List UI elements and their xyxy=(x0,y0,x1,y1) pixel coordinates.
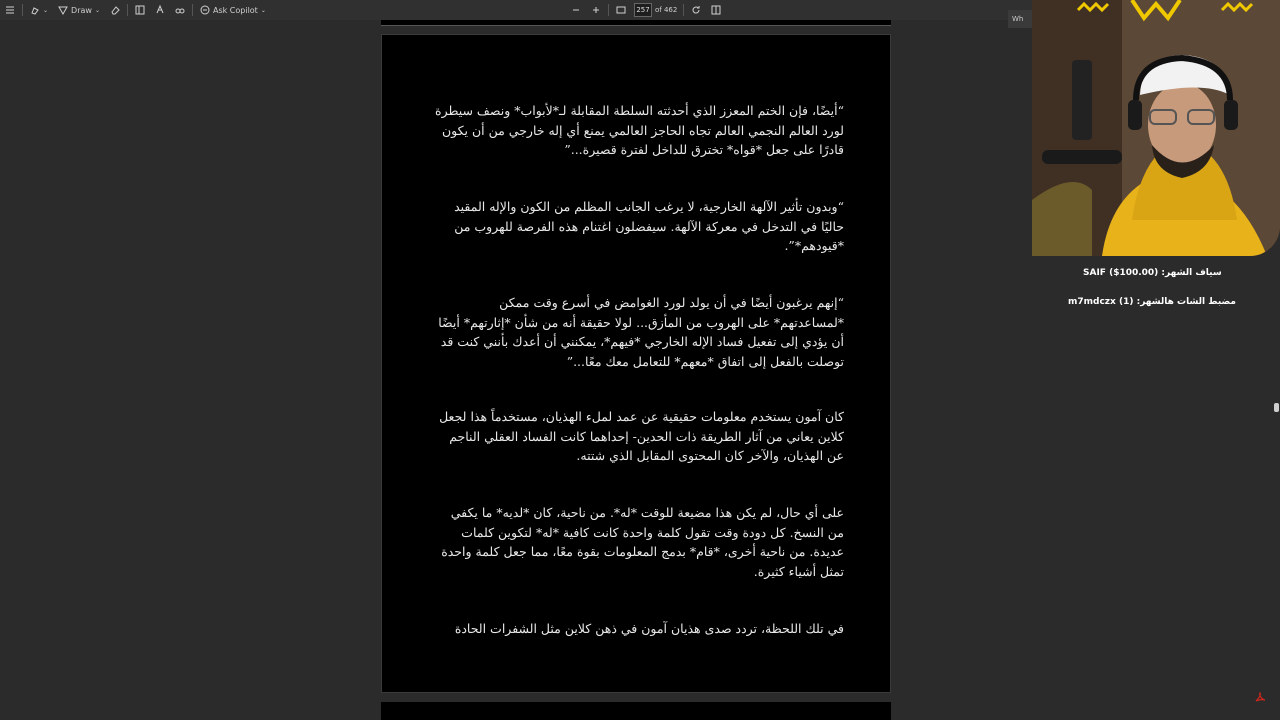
text-icon xyxy=(155,5,165,15)
stream-logo-icon xyxy=(1032,0,1280,24)
whiteboard-label: Wh xyxy=(1012,15,1024,23)
chevron-down-icon: ⌄ xyxy=(94,6,100,14)
toolbar-divider xyxy=(22,4,23,16)
zoom-out-button[interactable] xyxy=(566,0,586,20)
layout-button[interactable] xyxy=(130,0,150,20)
toolbar-divider xyxy=(192,4,193,16)
layout-icon xyxy=(135,5,145,15)
paragraph: “إنهم يرغبون أيضًا في أن يولد لورد الغوامض في أسرع وقت ممكن *لمساعدتهم* على الهروب من المأزق... لولا حقيقة أنه من شأن *إثارتهم* أيضًا أن يؤدي إلى تفعيل فساد الإله الخارجي *فيهم*، يمكنني أن أعدك بأنني كنت قد توصلت بالفعل إلى اتفاق *معهم* للتعامل معك معًا...” xyxy=(438,295,844,369)
scrollbar-thumb[interactable] xyxy=(1274,403,1279,412)
page-total: of 462 xyxy=(655,6,678,14)
fit-icon xyxy=(616,5,626,15)
paragraph: في تلك اللحظة، تردد صدى هذيان آمون في ذهن كلاين مثل الشفرات الحادة xyxy=(454,621,844,636)
list-icon xyxy=(5,5,15,15)
ask-copilot-label: Ask Copilot xyxy=(212,5,258,15)
webcam-feed xyxy=(1032,0,1280,256)
draw-button[interactable] xyxy=(53,0,105,20)
text-button[interactable] xyxy=(150,0,170,20)
acrobat-icon xyxy=(1255,692,1266,703)
paragraph: “أيضًا، فإن الختم المعزز الذي أحدثته السلطة المقابلة لـ*لأبواب* ونصف سيطرة لورد العالم النجمي العالم تجاه الحاجز العالمي يمنع أي إله خارجي من أن يكون قادرًا على جعل *قواه* تخترق للداخل لفترة قصيرة...” xyxy=(435,103,844,157)
page-view-button[interactable] xyxy=(706,0,726,20)
stream-overlay xyxy=(1008,0,1280,320)
chevron-down-icon: ⌄ xyxy=(260,6,266,14)
paragraph: على أي حال، لم يكن هذا مضيعة للوقت *له*. من ناحية، كان *لديه* ما يكفي من النسخ. كل دودة وقت تقول كلمة واحدة كانت كافية *له* لتكوين كلمات عديدة. من ناحية أخرى، *قام* بدمج المعلومات بقوة معًا، مما جعل كلمة واحدة تمثل أشياء كثيرة. xyxy=(441,505,844,579)
paragraph: “وبدون تأثير الآلهة الخارجية، لا يرغب الجانب المظلم من الكون والإله المقيد حاليًا في التدخل في معركة الآلهة. سيفضلون اغتنام هذه الفرصة للهروب من *قيودهم*”. xyxy=(454,199,844,253)
paragraph: كان آمون يستخدم معلومات حقيقية عن عمد لملء الهذيان، مستخدماً هذا لجعل كلاين يعاني من آثار الطريقة ذات الحدين- إحداهما كانت الفساد العقلي الناجم عن الهذيان، والآخر كان المحتوى المقابل الذي شتته. xyxy=(439,409,844,463)
rotate-button[interactable] xyxy=(686,0,706,20)
toolbar-divider xyxy=(608,4,609,16)
toolbar-divider xyxy=(683,4,684,16)
copilot-icon xyxy=(200,5,210,15)
rotate-icon xyxy=(691,5,701,15)
erase-button[interactable] xyxy=(105,0,125,20)
page-number-input[interactable]: 257 xyxy=(634,3,652,17)
zoom-in-icon xyxy=(591,5,601,15)
chat-message: m7mdczx (1) :مضبط الشات هالشهر xyxy=(1068,297,1236,307)
ask-copilot-button[interactable] xyxy=(195,0,271,20)
toolbar-divider xyxy=(127,4,128,16)
draw-icon xyxy=(58,5,68,15)
previous-page-edge xyxy=(381,20,891,25)
contents-button[interactable] xyxy=(0,0,20,20)
read-aloud-button[interactable] xyxy=(170,0,190,20)
highlight-button[interactable] xyxy=(25,0,53,20)
eraser-icon xyxy=(110,5,120,15)
draw-label: Draw xyxy=(71,5,92,15)
fit-page-button[interactable] xyxy=(611,0,631,20)
view-icon xyxy=(711,5,721,15)
streamer-figure xyxy=(1032,0,1280,256)
next-page-edge xyxy=(381,702,891,720)
highlighter-icon xyxy=(30,5,40,15)
chat-message: SAIF ($100.00) :سياف الشهر xyxy=(1083,268,1222,278)
zoom-in-button[interactable] xyxy=(586,0,606,20)
pdf-page xyxy=(381,34,891,693)
zoom-out-icon xyxy=(571,5,581,15)
read-aloud-icon xyxy=(175,5,185,15)
chevron-down-icon: ⌄ xyxy=(43,6,49,14)
